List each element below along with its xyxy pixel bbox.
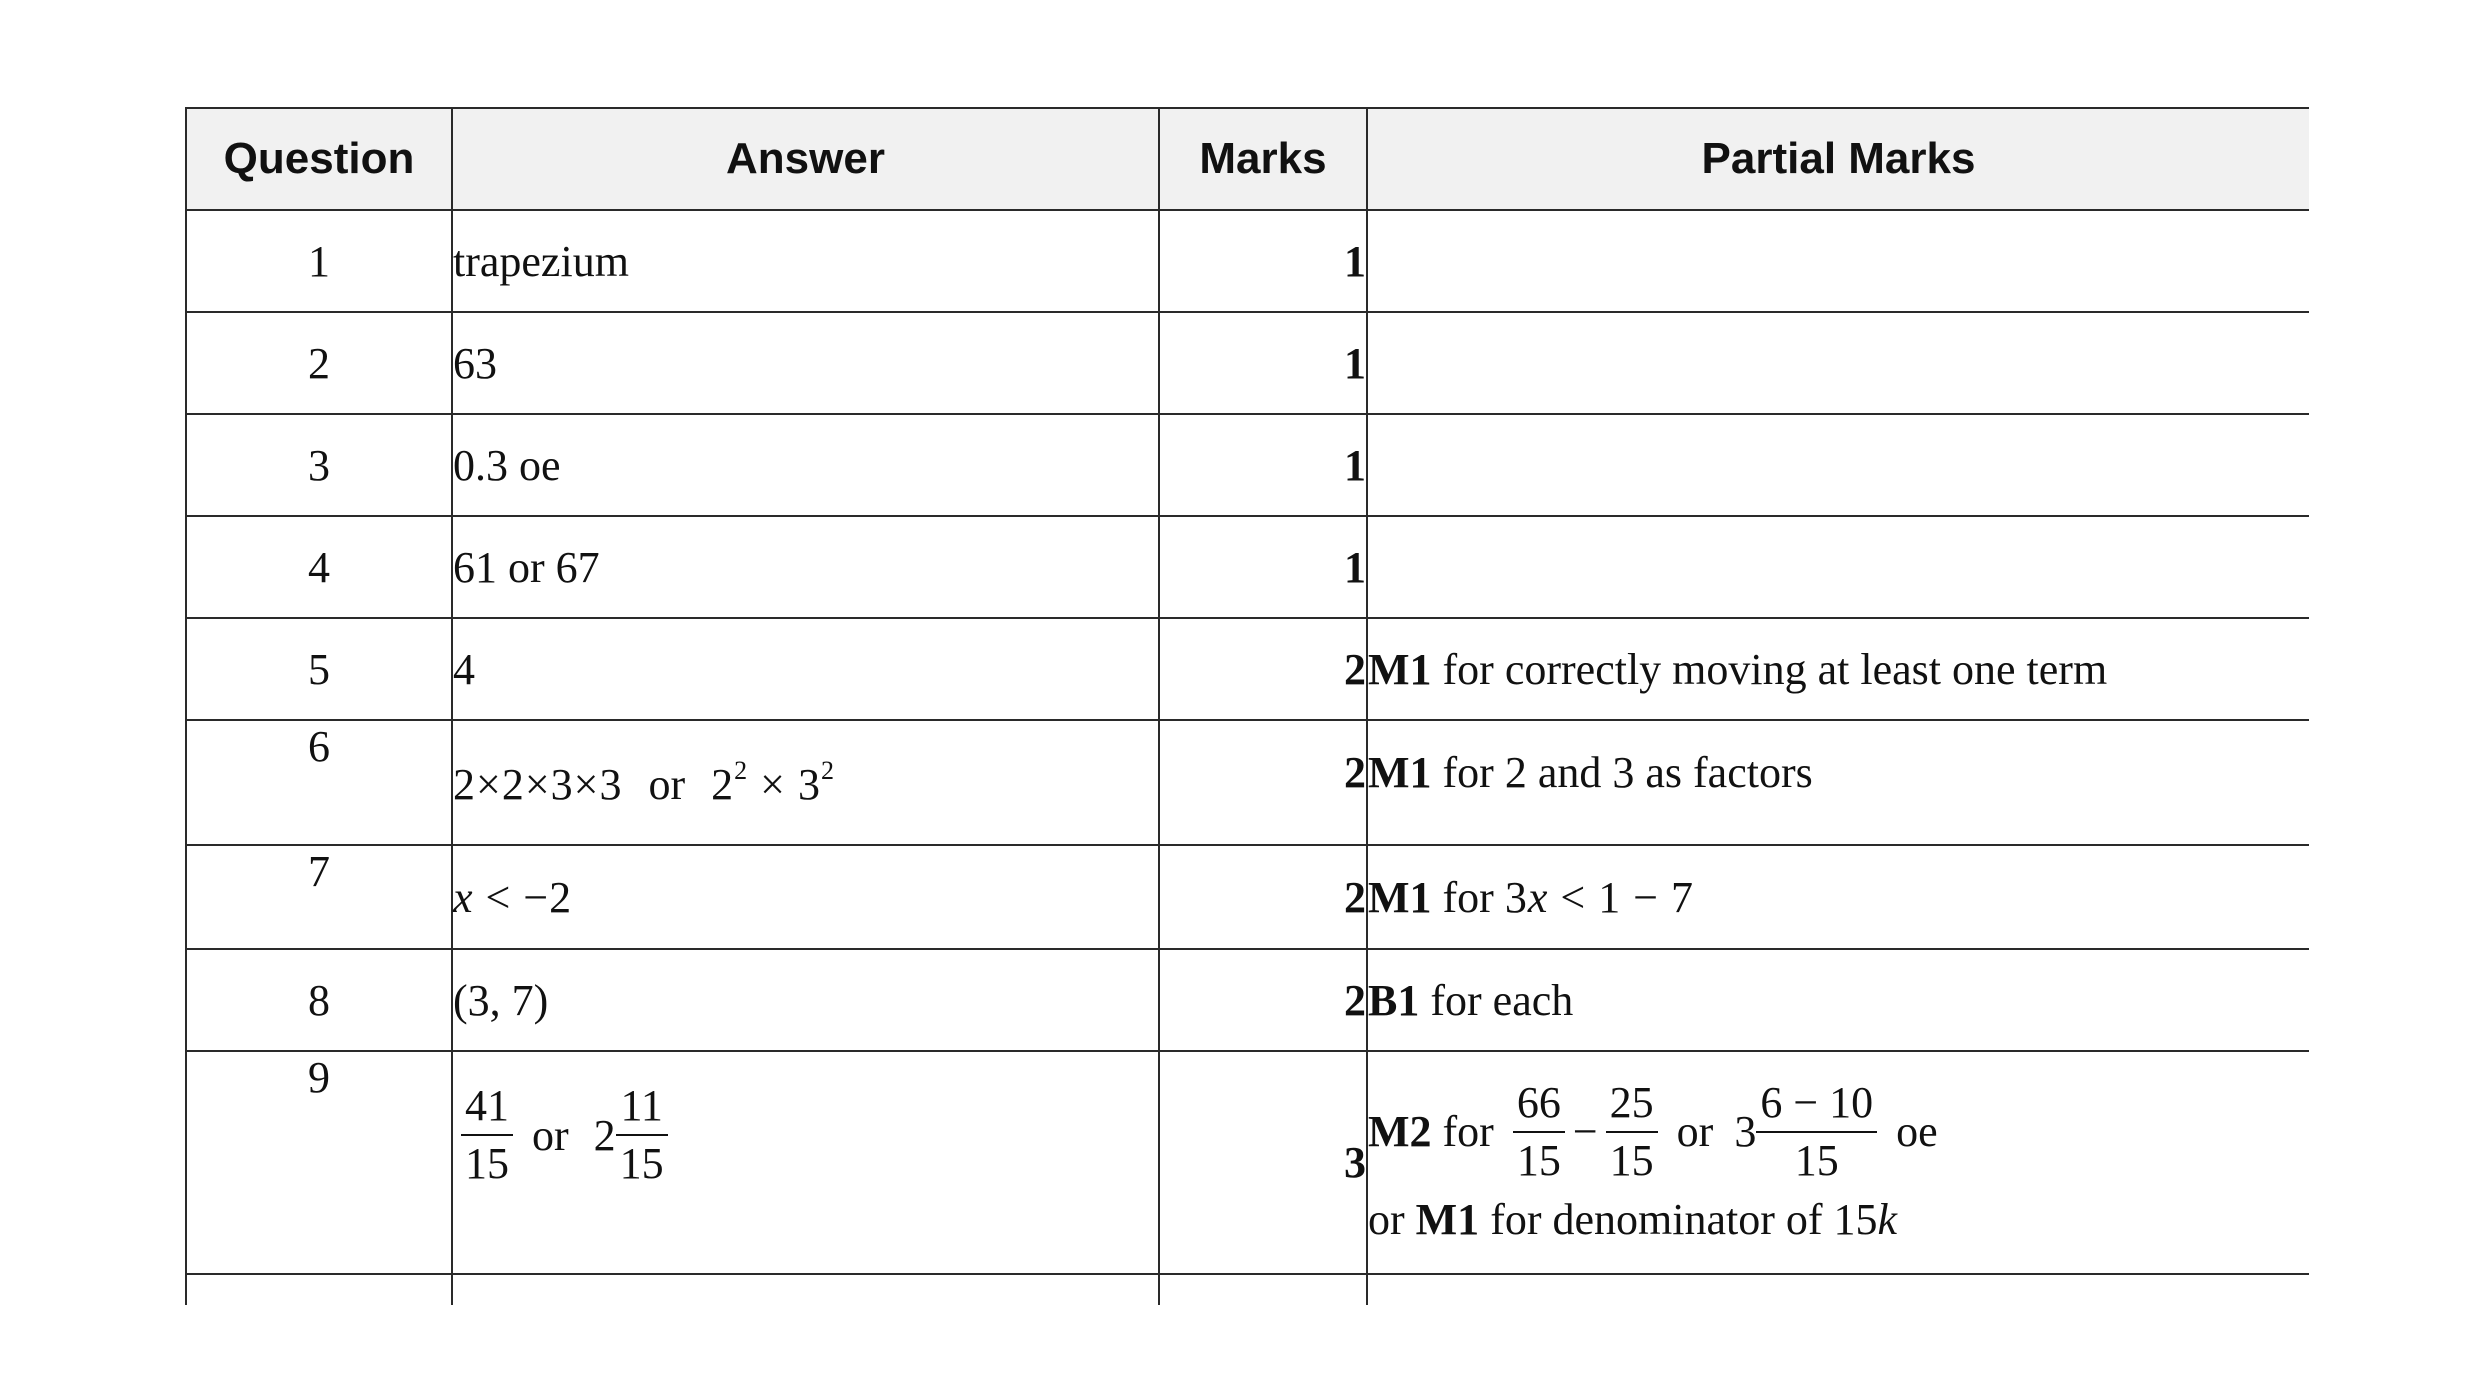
partial-marks-cell [1367, 720, 2309, 845]
answer-variable: x [453, 872, 474, 922]
partial-line-1 [1368, 1075, 2309, 1189]
answer-cell: 61 or 67 [452, 516, 1159, 618]
answer-cell [452, 720, 1159, 845]
table-row [186, 845, 2309, 949]
fraction: $\frac{66}{15}$ [1513, 1075, 1565, 1189]
question-number: 7 [186, 845, 452, 949]
marks-cell: 1 [1159, 312, 1367, 414]
answer-cell [452, 845, 1159, 949]
table-row [186, 312, 2309, 414]
marks-cell: 2 [1159, 720, 1367, 845]
mark-code: M1 [1415, 1194, 1480, 1244]
answer-cell: 63 [452, 312, 1159, 414]
partial-marks-cell [1367, 618, 2309, 720]
power-base: 2 [711, 760, 735, 809]
table-row [186, 1274, 2309, 1305]
header-answer: Answer [452, 108, 1159, 210]
mark-code: B1 [1368, 975, 1420, 1025]
table-row [186, 516, 2309, 618]
partial-text: for 2 and 3 as factors [1442, 748, 1813, 797]
question-number [186, 1274, 452, 1305]
answer-product: 2×2×3×3 [453, 760, 623, 809]
header-marks: Marks [1159, 108, 1367, 210]
table-row [186, 414, 2309, 516]
fraction: $\frac{25}{15}$ [1606, 1075, 1658, 1189]
question-number: 2 [186, 312, 452, 414]
answer-cell [452, 1051, 1159, 1274]
marks-cell [1159, 1274, 1367, 1305]
math-variable: x [1527, 872, 1549, 922]
mark-code: M1 [1368, 748, 1432, 797]
answer-inequality: < −2 [485, 872, 573, 922]
partial-text: for [1442, 1106, 1494, 1156]
header-row [186, 108, 2309, 210]
header-question: Question [186, 108, 452, 210]
question-number: 1 [186, 210, 452, 312]
question-number: 3 [186, 414, 452, 516]
marks-cell: 1 [1159, 414, 1367, 516]
question-number: 6 [186, 720, 452, 845]
fraction: $\frac{41}{15}$ [461, 1078, 513, 1192]
partial-text: for denominator of 15 [1490, 1194, 1878, 1244]
partial-or: or [1676, 1106, 1714, 1156]
mixed-whole-number: 3 [1734, 1106, 1757, 1156]
partial-oe: oe [1896, 1106, 1938, 1156]
answer-cell: (3, 7) [452, 949, 1159, 1051]
mark-code: M1 [1368, 644, 1432, 694]
partial-text: for each [1430, 975, 1574, 1025]
partial-line-2 [1368, 1189, 2309, 1251]
math-expression: < 1 − 7 [1560, 872, 1695, 922]
table-row [186, 720, 2309, 845]
answer-cell: 0.3 oe [452, 414, 1159, 516]
power-exponent: 2 [734, 756, 749, 785]
marks-cell: 3 [1159, 1051, 1367, 1274]
marks-cell: 2 [1159, 618, 1367, 720]
times-sign: × [760, 760, 786, 809]
mixed-whole-number: 2 [593, 1110, 616, 1160]
minus-sign: − [1572, 1106, 1598, 1156]
partial-or: or [1368, 1194, 1405, 1244]
partial-marks-cell [1367, 845, 2309, 949]
fraction: $\frac{11}{15}$ [616, 1078, 668, 1192]
partial-marks-cell [1367, 949, 2309, 1051]
answer-cell: 4 [452, 618, 1159, 720]
table-row [186, 1051, 2309, 1274]
table-row [186, 210, 2309, 312]
question-number: 4 [186, 516, 452, 618]
partial-text: for [1442, 872, 1494, 922]
partial-marks-cell [1367, 1051, 2309, 1274]
header-partial-marks: Partial Marks [1367, 108, 2309, 210]
marks-cell: 1 [1159, 516, 1367, 618]
fraction: $\frac{6 - 10}{15}$ [1756, 1075, 1877, 1189]
question-number: 5 [186, 618, 452, 720]
power-exponent: 2 [820, 756, 835, 785]
marks-cell: 2 [1159, 845, 1367, 949]
mark-scheme-table [185, 107, 2309, 1305]
mark-code: M2 [1368, 1106, 1432, 1156]
math-coefficient: 3 [1504, 872, 1528, 922]
partial-marks-cell [1367, 516, 2309, 618]
partial-marks-cell [1367, 414, 2309, 516]
power-base: 3 [797, 760, 821, 809]
marks-cell: 2 [1159, 949, 1367, 1051]
table-row [186, 949, 2309, 1051]
partial-marks-cell [1367, 1274, 2309, 1305]
math-variable: k [1877, 1194, 1898, 1244]
answer-cell: trapezium [452, 210, 1159, 312]
mark-code: M1 [1368, 872, 1432, 922]
question-number: 9 [186, 1051, 452, 1274]
partial-marks-cell [1367, 210, 2309, 312]
question-number: 8 [186, 949, 452, 1051]
partial-text: for correctly moving at least one term [1442, 644, 2108, 694]
table-row [186, 618, 2309, 720]
answer-power-form [711, 756, 835, 809]
mark-scheme-sheet [185, 107, 2309, 1305]
partial-marks-cell [1367, 312, 2309, 414]
answer-or: or [532, 1110, 569, 1160]
answer-or: or [648, 760, 686, 809]
answer-cell [452, 1274, 1159, 1305]
marks-cell: 1 [1159, 210, 1367, 312]
